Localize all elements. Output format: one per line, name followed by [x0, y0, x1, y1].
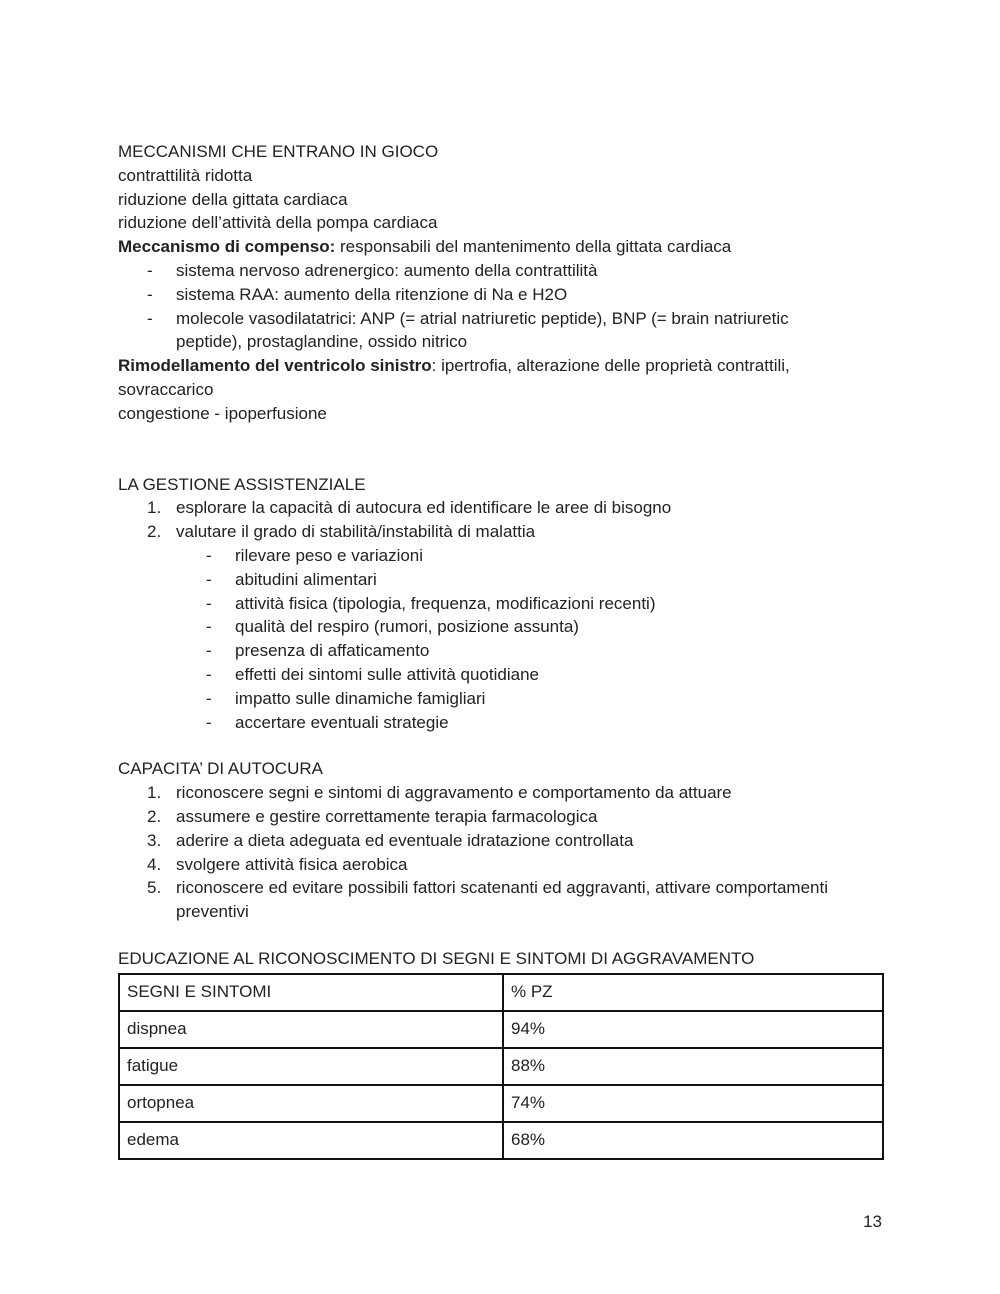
selfcare-heading: CAPACITA’ DI AUTOCURA [118, 759, 323, 779]
dash-marker: - [206, 712, 212, 732]
remodeling-label: Rimodellamento del ventricolo sinistro [118, 356, 432, 376]
dash-marker: - [206, 664, 212, 684]
dash-marker: - [206, 545, 212, 565]
compensation-list [118, 259, 888, 354]
dash-marker: - [206, 688, 212, 708]
list-item: 4. svolgere attività fisica aerobica [147, 854, 408, 874]
table-row [119, 1085, 883, 1122]
page-number: 13 [863, 1212, 882, 1231]
mechanism-line: riduzione dell’attività della pompa cardiaca [118, 213, 438, 233]
list-item: 5. riconoscere ed evitare possibili fattori scatenanti ed aggravanti, attivare comportamenti preventivi [147, 878, 829, 922]
table-header-cell: % PZ [503, 974, 883, 1011]
list-item: - attività fisica (tipologia, frequenza, modificazioni recenti) [118, 592, 888, 616]
dash-marker: - [206, 641, 212, 661]
compensation-paragraph [118, 235, 888, 259]
list-item: - abitudini alimentari [118, 568, 888, 592]
list-item: 3. aderire a dieta adeguata ed eventuale idratazione controllata [147, 830, 634, 850]
compensation-text: responsabili del mantenimento della gittata cardiaca [335, 237, 732, 257]
table-row [119, 1011, 883, 1048]
dash-marker: - [147, 308, 153, 328]
list-item: 2. assumere e gestire correttamente terapia farmacologica [147, 806, 598, 826]
list-item: - sistema RAA: aumento della ritenzione di Na e H2O [118, 283, 888, 307]
table-cell: 68% [503, 1122, 883, 1159]
selfcare-list [118, 781, 888, 924]
congestion-line: congestione - ipoperfusione [118, 403, 327, 423]
table-row [119, 1122, 883, 1159]
symptoms-table [118, 973, 884, 1160]
page-content [118, 140, 888, 1160]
table-cell: fatigue [119, 1048, 503, 1085]
table-cell: dispnea [119, 1011, 503, 1048]
list-item: 1. esplorare la capacità di autocura ed identificare le aree di bisogno [147, 498, 672, 518]
table-cell: 88% [503, 1048, 883, 1085]
list-item: 1. riconoscere segni e sintomi di aggravamento e comportamento da attuare [147, 783, 732, 803]
table-row [119, 1048, 883, 1085]
table-header-cell: SEGNI E SINTOMI [119, 974, 503, 1011]
table-header-row [119, 974, 883, 1011]
list-item: - qualità del respiro (rumori, posizione assunta) [118, 615, 888, 639]
dash-marker: - [147, 284, 153, 304]
management-list [118, 496, 888, 544]
table-cell: edema [119, 1122, 503, 1159]
list-item: - sistema nervoso adrenergico: aumento della contrattilità [118, 259, 888, 283]
mechanisms-heading: MECCANISMI CHE ENTRANO IN GIOCO [118, 142, 439, 161]
management-heading: LA GESTIONE ASSISTENZIALE [118, 474, 366, 494]
list-item: - presenza di affaticamento [118, 639, 888, 663]
mechanism-line: riduzione della gittata cardiaca [118, 189, 348, 209]
list-item: - molecole vasodilatatrici: ANP (= atrial natriuretic peptide), BNP (= brain natriuretic peptide), prostaglandine, ossido nitrico [147, 308, 789, 352]
list-item: - rilevare peso e variazioni [118, 544, 888, 568]
dash-marker: - [206, 617, 212, 637]
list-item: - impatto sulle dinamiche famigliari [118, 687, 888, 711]
table-cell: 74% [503, 1085, 883, 1122]
list-item: - accertare eventuali strategie [118, 711, 888, 735]
table-cell: 94% [503, 1011, 883, 1048]
management-sublist [118, 544, 888, 734]
remodeling-text: : ipertrofia, alterazione delle proprietà contrattili, sovraccarico [118, 356, 790, 399]
dash-marker: - [147, 260, 153, 280]
table-cell: ortopnea [119, 1085, 503, 1122]
education-heading: EDUCAZIONE AL RICONOSCIMENTO DI SEGNI E SINTOMI DI AGGRAVAMENTO [118, 948, 755, 968]
compensation-label: Meccanismo di compenso: [118, 237, 336, 257]
dash-marker: - [206, 593, 212, 613]
mechanism-line: contrattilità ridotta [118, 165, 253, 185]
list-item: - effetti dei sintomi sulle attività quotidiane [118, 663, 888, 687]
list-item: 2. valutare il grado di stabilità/instabilità di malattia [147, 522, 536, 542]
dash-marker: - [206, 569, 212, 589]
remodeling-paragraph [118, 354, 858, 402]
